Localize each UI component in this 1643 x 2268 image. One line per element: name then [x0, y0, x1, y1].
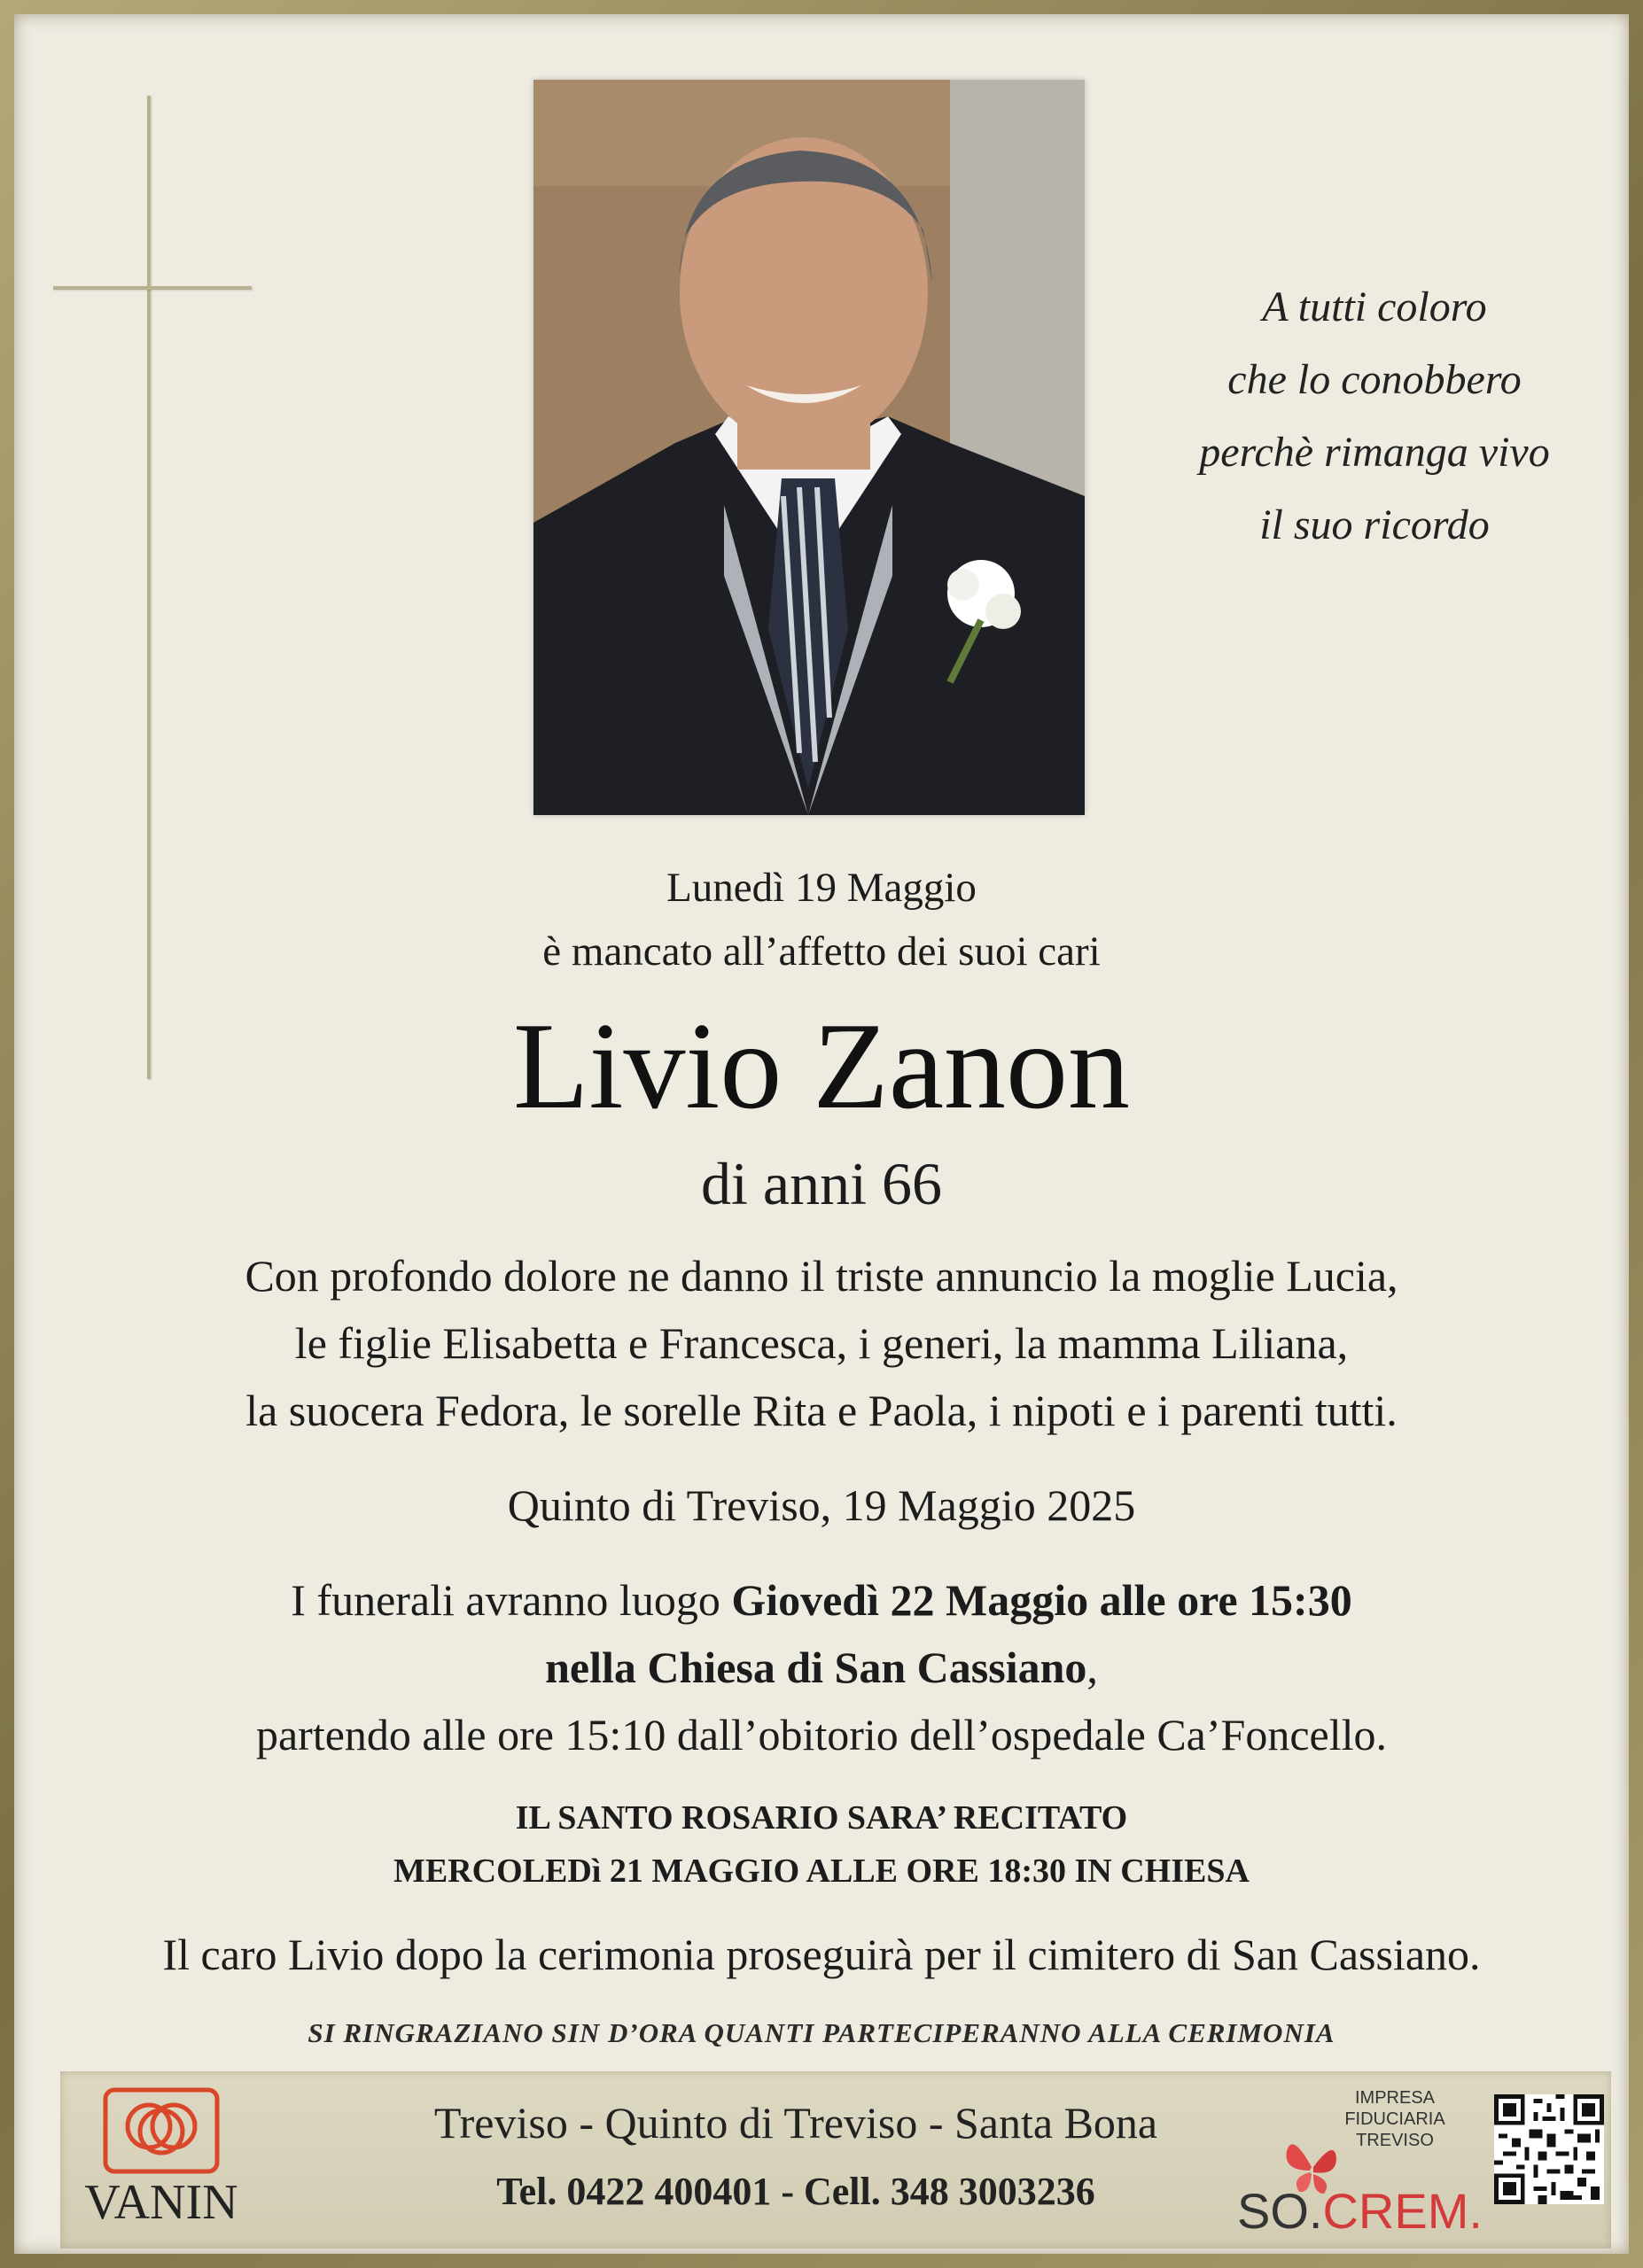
cemetery-notice: Il caro Livio dopo la cerimonia proseguirà per il cimitero di San Cassiano. — [162, 1930, 1481, 1979]
thanks-notice: SI RINGRAZIANO SIN D’ORA QUANTI PARTECIPERANNO ALLA CERIMONIA — [308, 2017, 1335, 2048]
deceased-age: di anni 66 — [701, 1150, 942, 1217]
qr-code-icon[interactable] — [1494, 2094, 1604, 2204]
quote-line: A tutti coloro — [1262, 284, 1487, 330]
death-date-block — [14, 856, 1629, 983]
funeral-prefix: I funerali avranno luogo — [291, 1575, 732, 1625]
rosary-notice — [14, 1791, 1629, 1898]
death-intro: è mancato all’affetto dei suoi cari — [542, 928, 1101, 975]
socrem-crem: CREM. — [1322, 2183, 1483, 2239]
portrait-photo — [533, 80, 1085, 815]
funeral-line-2 — [14, 1634, 1629, 1701]
socrem-tagline — [1333, 2087, 1457, 2151]
funeral-where: nella Chiesa di San Cassiano — [545, 1643, 1087, 1692]
footer-locations: Treviso - Quinto di Treviso - Santa Bona — [433, 2098, 1158, 2148]
funeral-line-1 — [14, 1566, 1629, 1634]
socrem-so: SO. — [1237, 2183, 1323, 2239]
socrem-tag-line: TREVISO — [1356, 2131, 1434, 2150]
cross-horizontal-bar — [53, 286, 252, 290]
death-date: Lunedì 19 Maggio — [666, 865, 977, 911]
place-and-date: Quinto di Treviso, 19 Maggio 2025 — [507, 1480, 1136, 1530]
memorial-quote — [1131, 271, 1618, 562]
socrem-tag-line: IMPRESA — [1354, 2088, 1436, 2108]
quote-line: che lo conobbero — [1227, 356, 1522, 403]
funeral-comma: , — [1086, 1643, 1098, 1692]
vanin-logo-icon — [103, 2087, 220, 2174]
family-line: la suocera Fedora, le sorelle Rita e Paola, i nipoti e i parenti tutti. — [245, 1386, 1398, 1435]
obituary-sheet — [14, 14, 1629, 2254]
funeral-when: Giovedì 22 Maggio alle ore 15:30 — [731, 1575, 1352, 1625]
family-line: le figlie Elisabetta e Francesca, i generi, la mamma Liliana, — [294, 1318, 1349, 1368]
deceased-name: Livio Zanon — [513, 998, 1130, 1135]
quote-line: perchè rimanga vivo — [1199, 429, 1550, 476]
funeral-home-footer — [60, 2071, 1611, 2249]
vanin-company-name: VANIN — [84, 2175, 238, 2230]
family-line: Con profondo dolore ne danno il triste annuncio la moglie Lucia, — [245, 1251, 1398, 1301]
rosary-line-2: MERCOLEDì 21 MAGGIO ALLE ORE 18:30 IN CHIESA — [393, 1852, 1250, 1890]
socrem-logo — [1237, 2087, 1483, 2239]
quote-line: il suo ricordo — [1259, 501, 1490, 548]
portrait-illustration — [533, 80, 1085, 815]
funeral-details — [14, 1566, 1629, 1768]
footer-phone-numbers: Tel. 0422 400401 - Cell. 348 3003236 — [496, 2170, 1095, 2213]
rosary-line-1: IL SANTO ROSARIO SARA’ RECITATO — [515, 1799, 1128, 1837]
socrem-name — [1237, 2183, 1483, 2239]
family-announcement — [14, 1242, 1629, 1444]
socrem-tag-line: FIDUCIARIA — [1344, 2109, 1445, 2129]
funeral-departure: partendo alle ore 15:10 dall’obitorio dell’ospedale Ca’Foncello. — [255, 1710, 1387, 1759]
